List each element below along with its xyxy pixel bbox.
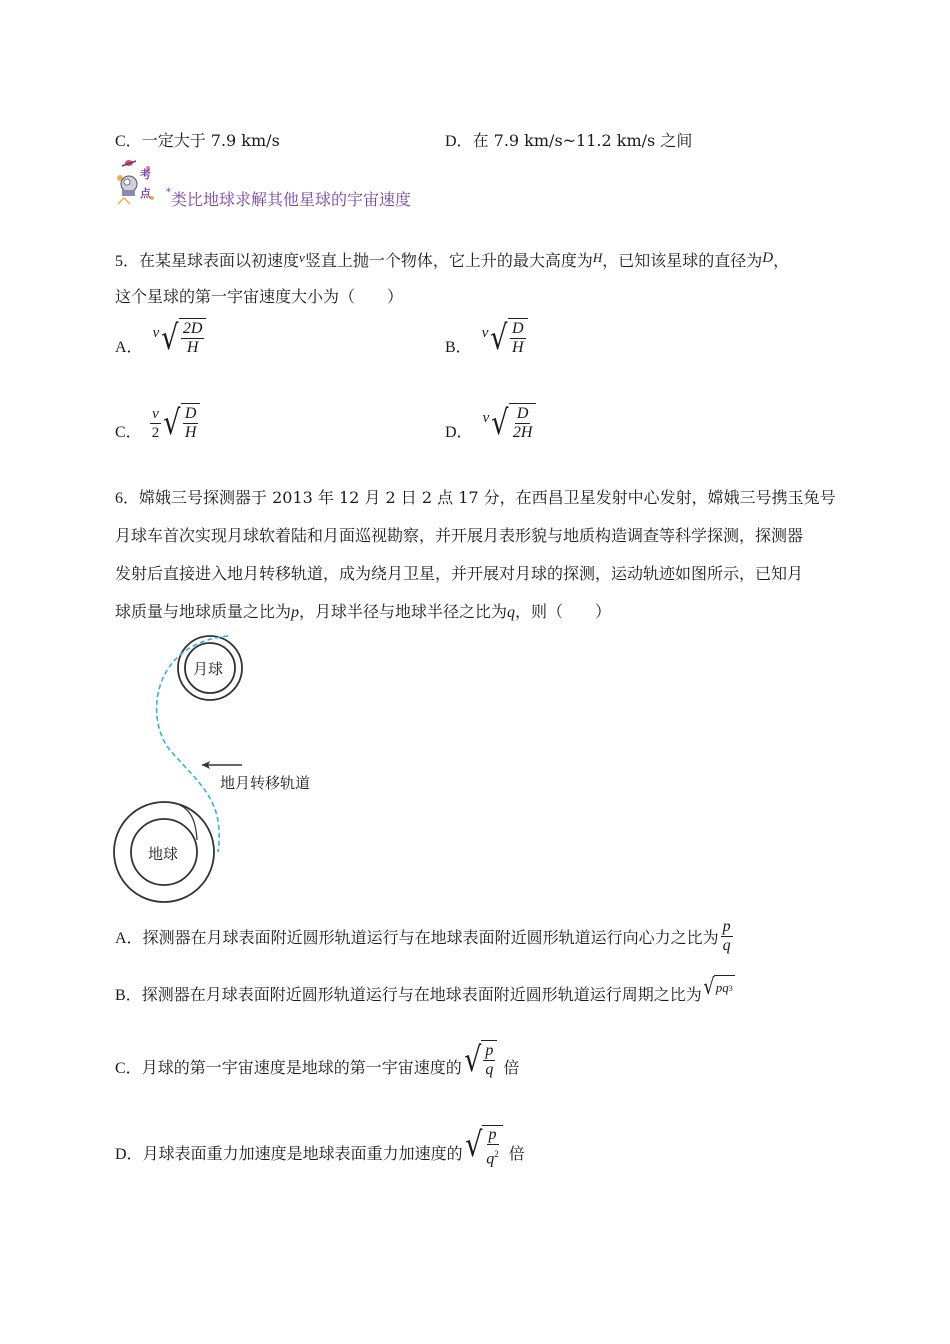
q6-text-c: ，则（ ） (515, 602, 612, 621)
q6-option-d (115, 1125, 525, 1168)
radical-sign: √ (463, 1040, 482, 1080)
radical-sign: √ (491, 403, 509, 443)
radical-sign: √ (464, 1125, 483, 1165)
var-v: v (299, 250, 305, 265)
q6-option-b (115, 974, 735, 1005)
frac-den (484, 1145, 501, 1168)
frac-den: q (722, 937, 731, 954)
frac-den: H (184, 424, 197, 441)
option-label: B． (445, 338, 472, 356)
question-number: 6． (115, 490, 140, 507)
radical-sign: √ (163, 403, 181, 443)
exponent: 2 (494, 1149, 499, 1159)
q5-text-b: 竖直上抛一个物体，它上升的最大高度为 (304, 251, 593, 270)
option-text: 在 7.9 km/s~11.2 km/s 之间 (472, 131, 693, 150)
q6-text-line1: 嫦娥三号探测器于 2013 年 12 月 2 日 2 点 17 分，在西昌卫星发射中心发射，嫦娥三号携玉兔号 (139, 488, 836, 507)
moon-label: 月球 (193, 660, 224, 678)
kaodian-icon (112, 158, 162, 210)
q6-option-a (115, 918, 733, 955)
orbit-diagram (110, 630, 350, 910)
var-q: q (507, 604, 516, 621)
frac-num: p (722, 918, 731, 935)
den-base: q (486, 1150, 495, 1168)
fraction (721, 918, 733, 955)
option-label: B． (115, 987, 142, 1004)
q5-text-d: ， (773, 251, 790, 270)
earth-moon-transfer-figure (110, 630, 350, 910)
option-label: C． (115, 1059, 142, 1077)
exponent: 3 (728, 983, 733, 993)
sqrt-expression (159, 318, 206, 358)
radicand-text: pq (715, 980, 729, 995)
option-label: A． (115, 338, 143, 356)
option-label: D． (115, 1146, 143, 1164)
frac-num: D (512, 320, 524, 337)
q6-stem-line4 (115, 596, 611, 629)
question-number: 5． (115, 253, 140, 270)
var-H: H (592, 250, 603, 265)
sqrt-expression (161, 403, 200, 443)
option-label: C． (115, 423, 142, 441)
kaodian-icon-text-top: 考 (140, 168, 151, 181)
q5-option-b (445, 318, 528, 358)
q6-stem-line2: 月球车首次实现月球软着陆和月面巡视勘察，并开展月表形貌与地质构造调查等科学探测，探测器 (115, 526, 804, 545)
transfer-orbit-label: 地月转移轨道 (220, 774, 311, 792)
q6-text-b: ，月球半径与地球半径之比为 (299, 602, 508, 621)
coef-v: v (152, 324, 160, 341)
sqrt-expression (488, 318, 527, 358)
option-label: D． (445, 423, 473, 441)
frac-den: q (485, 1061, 494, 1078)
frac-num: 2D (182, 320, 203, 337)
frac-den: 2H (512, 424, 533, 441)
q6-stem-line1 (115, 482, 836, 515)
q5-text-c: ，已知该星球的直径为 (602, 251, 763, 270)
coef-fraction (150, 405, 162, 442)
option-label: A． (115, 930, 143, 947)
frac-num: v (152, 405, 159, 422)
radical-sign: √ (490, 318, 508, 358)
sqrt-expression (489, 403, 536, 443)
radical-sign: √ (161, 318, 179, 358)
var-p: p (291, 604, 300, 621)
radical-sign: √ (703, 974, 715, 1000)
var-D: D (762, 250, 774, 266)
kaodian-badge-icon (112, 158, 162, 210)
q5-text-a: 在某星球表面以初速度 (139, 251, 300, 270)
q5-option-a (115, 318, 206, 358)
option-label: C． (115, 133, 142, 150)
sqrt-expression (462, 1040, 498, 1080)
coef-v: v (482, 409, 490, 426)
kaodian-text: 类比地球求解其他星球的宇宙速度 (171, 190, 412, 209)
q6-text-a: 球质量与地球质量之比为 (115, 602, 292, 621)
option-text: 探测器在月球表面附近圆形轨道运行与在地球表面附近圆形轨道运行周期之比为 (141, 985, 702, 1004)
earth-label: 地球 (148, 845, 179, 863)
frac-num: p (485, 1042, 494, 1059)
option-text: 月球的第一宇宙速度是地球的第一宇宙速度的 (141, 1057, 462, 1077)
suffix-text: 倍 (508, 1144, 525, 1164)
q5-option-d (445, 403, 536, 443)
q6-option-c (115, 1040, 519, 1080)
option-text: 月球表面重力加速度是地球表面重力加速度的 (142, 1144, 463, 1164)
frac-num: D (184, 405, 197, 422)
kaodian-star: * (166, 187, 171, 198)
frac-den: 2 (151, 424, 160, 441)
sqrt-expression (702, 975, 735, 1001)
kaodian-title (166, 187, 411, 210)
sqrt-expression (463, 1125, 503, 1168)
q4-option-d (445, 128, 692, 151)
q5-stem-line1 (115, 242, 789, 278)
suffix-text: 倍 (503, 1057, 520, 1077)
frac-den: H (186, 339, 199, 356)
option-label: D． (445, 133, 473, 150)
frac-num: D (516, 405, 529, 422)
q5-stem-line2: 这个星球的第一宇宙速度大小为（ ） (115, 287, 404, 306)
q5-option-c (115, 403, 200, 443)
frac-den: H (512, 339, 524, 356)
kaodian-icon-text-bottom: 点 (140, 187, 151, 200)
frac-num: p (488, 1126, 497, 1143)
q4-option-c (115, 128, 280, 151)
option-text: 一定大于 7.9 km/s (141, 131, 280, 150)
option-text: 探测器在月球表面附近圆形轨道运行与在地球表面附近圆形轨道运行向心力之比为 (142, 928, 719, 947)
q6-stem-line3: 发射后直接进入地月转移轨道，成为绕月卫星，并开展对月球的探测，运动轨迹如图所示，已知月 (115, 564, 804, 583)
coef-v: v (481, 324, 489, 341)
